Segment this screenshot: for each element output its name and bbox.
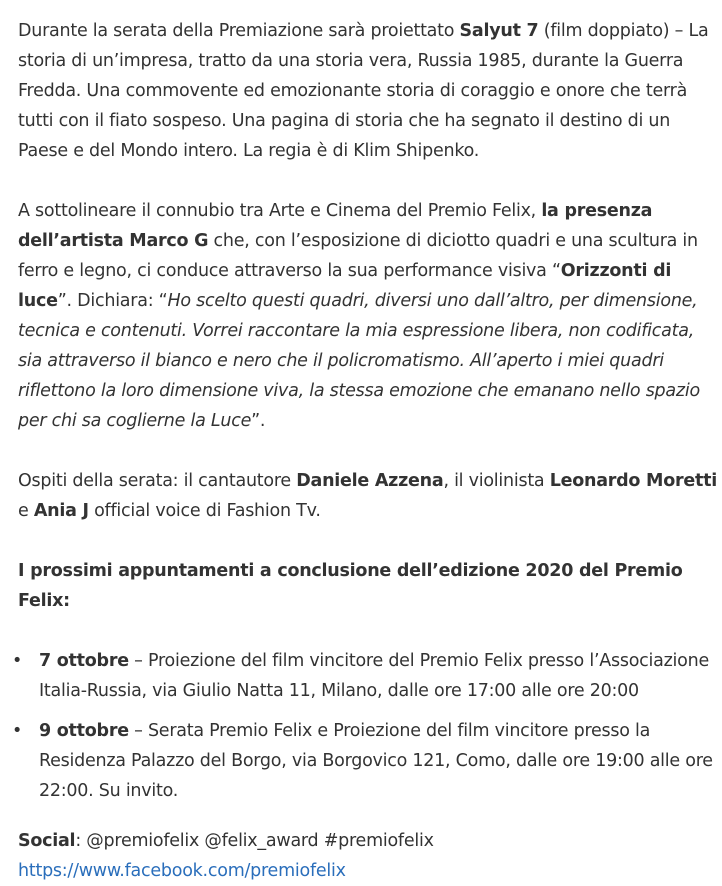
- performance-title: Orizzonti di luce: [18, 261, 672, 311]
- paragraph-text: Durante la serata della Premiazione sarà proiettato: [18, 21, 460, 41]
- bullet-icon: •: [12, 651, 23, 671]
- artist-name: la presenza dell’artista Marco G: [18, 201, 653, 251]
- list-item: [12, 646, 718, 706]
- bullet-icon: •: [12, 721, 23, 741]
- guest-name: Daniele Azzena: [296, 471, 444, 491]
- film-title: Salyut 7: [459, 21, 539, 41]
- list-item: [12, 716, 718, 806]
- paragraph-text: (film doppiato) – La storia di un’impresa, tratto da una storia vera, Russia 1985, durante la Guerra Fredda. Una commovente ed emozionante storia di coraggio e onore che terrà tutti con il fiato sospeso. Una pagina di storia che ha segnato il destino di un Paese e del Mondo intero. La regia è di Klim Shipenko.: [18, 21, 709, 161]
- heading-text: I prossimi appuntamenti a conclusione dell’edizione 2020 del Premio Felix:: [18, 561, 683, 611]
- paragraph-text: , il violinista: [443, 471, 550, 491]
- appointments-heading: [18, 556, 718, 616]
- facebook-link[interactable]: https://www.facebook.com/premiofelix: [18, 861, 346, 881]
- appointments-list: [12, 646, 718, 806]
- paragraph-film: [18, 16, 718, 166]
- paragraph-text: ”.: [251, 411, 266, 431]
- paragraph-text: official voice di Fashion Tv.: [88, 501, 321, 521]
- paragraph-text: e: [18, 501, 34, 521]
- article-body: [12, 16, 718, 886]
- social-label: Social: [18, 831, 76, 851]
- paragraph-text: A sottolineare il connubio tra Arte e Cinema del Premio Felix,: [18, 201, 542, 221]
- appointment-date: 9 ottobre: [39, 721, 129, 741]
- appointment-text: – Serata Premio Felix e Proiezione del film vincitore presso la Residenza Palazzo del Borgo, via Borgovico 121, Como, dalle ore 19:00 alle ore 22:00. Su invito.: [39, 721, 713, 801]
- social-handles: : @premiofelix @felix_award #premiofelix: [75, 831, 434, 851]
- paragraph-text: che, con l’esposizione di diciotto quadri e una scultura in ferro e legno, ci conduce attraverso la sua performance visiva “: [18, 231, 698, 281]
- paragraph-text: ”. Dichiara: “: [57, 291, 168, 311]
- paragraph-text: Ospiti della serata: il cantautore: [18, 471, 297, 491]
- guest-name: Leonardo Moretti: [549, 471, 717, 491]
- guest-name: Ania J: [33, 501, 89, 521]
- appointment-date: 7 ottobre: [39, 651, 129, 671]
- social-block: [18, 826, 718, 886]
- appointment-text: – Proiezione del film vincitore del Premio Felix presso l’Associazione Italia-Russia, via Giulio Natta 11, Milano, dalle ore 17:00 alle ore 20:00: [39, 651, 709, 701]
- paragraph-artist: [18, 196, 718, 436]
- paragraph-guests: [18, 466, 718, 526]
- artist-quote: Ho scelto questi quadri, diversi uno dall’altro, per dimensione, tecnica e contenuti. Vorrei raccontare la mia espressione libera, non codificata, sia attraverso il bianco e nero che il policromatismo. All’aperto i miei quadri riflettono la loro dimensione viva, la stessa emozione che emanano nello spazio per chi sa coglierne la Luce: [18, 291, 700, 431]
